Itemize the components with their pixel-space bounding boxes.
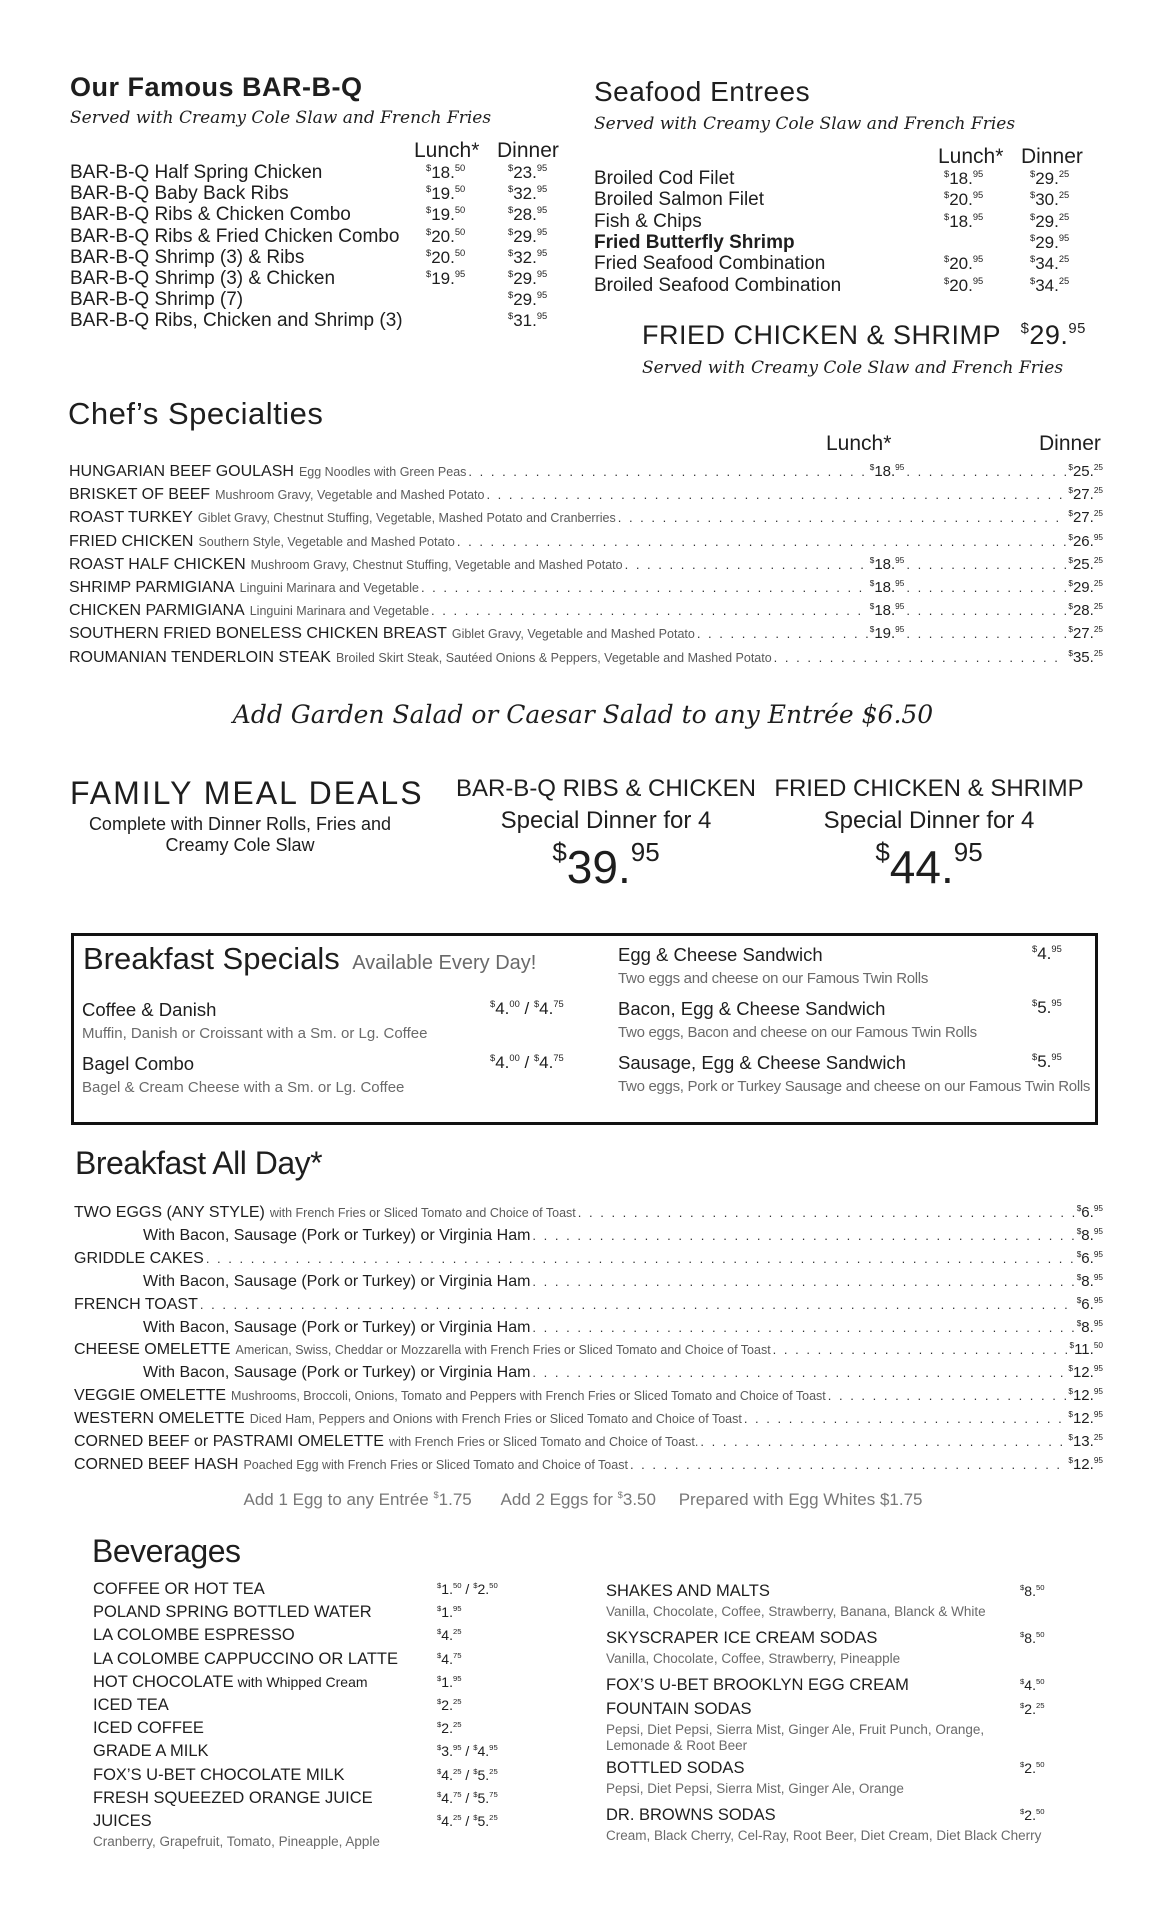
chefs-item-lunch: $19.95 (869, 625, 905, 643)
breakfast-item-name: GRIDDLE CAKES (74, 1249, 204, 1267)
bs-item-desc: Two eggs and cheese on our Famous Twin Rolls (618, 970, 929, 987)
seafood-dinner-header: Dinner (1021, 145, 1083, 168)
chefs-item-dinner: $25.25 (1068, 463, 1103, 480)
breakfast-item-name: FRENCH TOAST (74, 1295, 198, 1313)
breakfast-item (74, 1204, 1103, 1224)
breakfast-item-name: VEGGIE OMELETTE (74, 1387, 227, 1405)
breakfast-footer-1: Add 1 Egg to any Entrée $1.75 (243, 1490, 472, 1509)
chefs-item-desc: Linguini Marinara and Vegetable (249, 604, 430, 619)
chefs-item-name: BRISKET OF BEEF (69, 486, 211, 504)
beverage-price: $2.25 (437, 1697, 462, 1713)
chefs-item-desc: Broiled Skirt Steak, Sautéed Onions & Peppers, Vegetable and Mashed Potato (335, 650, 772, 665)
chefs-item (69, 509, 1103, 529)
chefs-item (69, 625, 1103, 645)
beverage-name: FOX’S U-BET BROOKLYN EGG CREAM (606, 1676, 909, 1694)
breakfast-item (143, 1319, 1103, 1339)
dot-leader (773, 1342, 1068, 1357)
bbq-item-name: BAR-B-Q Shrimp (3) & Ribs (70, 246, 305, 268)
breakfast-item (74, 1341, 1103, 1361)
breakfast-footer-2: Add 2 Eggs for $3.50 (500, 1490, 656, 1509)
deal1-subtitle: Special Dinner for 4 (500, 807, 712, 834)
breakfast-item-name: CORNED BEEF HASH (74, 1455, 239, 1473)
breakfast-item (74, 1387, 1103, 1407)
breakfast-specials-box (71, 933, 1098, 1125)
dot-leader (906, 557, 1066, 572)
bs-item-price: $5.95 (1032, 998, 1062, 1017)
dot-leader (486, 487, 1066, 502)
breakfast-footer-3: Prepared with Egg Whites $1.75 (678, 1490, 923, 1509)
seafood-item-lunch: $20.95 (944, 275, 984, 295)
breakfast-item-desc: Diced Ham, Peppers and Onions with French Fries or Sliced Tomato and Choice of Toast (249, 1412, 742, 1427)
beverages-title: Beverages (92, 1533, 241, 1569)
bbq-item-lunch: $19.50 (426, 205, 466, 225)
dot-leader (906, 626, 1066, 641)
beverage-name: COFFEE OR HOT TEA (93, 1580, 265, 1598)
dot-leader (697, 626, 868, 641)
dot-leader (200, 1297, 1075, 1312)
beverage-price: $1.95 (437, 1673, 462, 1690)
chefs-item-desc: Mushroom Gravy, Chestnut Stuffing, Vegetable and Mashed Potato (250, 557, 623, 572)
breakfast-item-desc: American, Swiss, Cheddar or Mozzarella with French Fries or Sliced Tomato and Choice of Toast (235, 1343, 771, 1358)
dot-leader (532, 1365, 1066, 1380)
seafood-item-name: Fried Seafood Combination (594, 253, 826, 275)
deal-fried-chicken-shrimp (774, 775, 1084, 894)
seafood-item-lunch: $18.95 (944, 169, 984, 188)
beverage-price: $2.25 (1020, 1701, 1045, 1717)
seafood-item-dinner: $29.95 (1030, 232, 1070, 252)
beverage-price: $4.50 (1020, 1677, 1045, 1693)
bs-item-desc: Two eggs, Pork or Turkey Sausage and cheese on our Famous Twin Rolls (618, 1078, 1091, 1095)
beverage-name: FOX’S U-BET CHOCOLATE MILK (93, 1765, 345, 1784)
salad-note: Add Garden Salad or Caesar Salad to any Entrée $6.50 (232, 700, 934, 729)
seafood-item-lunch: $18.95 (944, 211, 984, 231)
chefs-item-name: ROUMANIAN TENDERLOIN STEAK (69, 648, 331, 666)
bbq-item-lunch: $19.95 (426, 269, 466, 288)
bbq-item-name: BAR-B-Q Baby Back Ribs (70, 183, 289, 205)
deal1-price: $39.95 (552, 837, 660, 893)
seafood-item-name: Broiled Seafood Combination (594, 274, 842, 296)
beverage-name: SHAKES AND MALTS (606, 1582, 770, 1600)
beverage-name: ICED TEA (93, 1696, 169, 1714)
breakfast-item-price: $8.95 (1076, 1272, 1103, 1290)
bbq-dinner-header: Dinner (497, 139, 559, 162)
deal2-price: $44.95 (875, 837, 983, 893)
seafood-item-dinner: $29.25 (1030, 211, 1070, 231)
beverage-name: GRADE A MILK (93, 1742, 209, 1761)
dot-leader (906, 603, 1066, 618)
breakfast-item (143, 1227, 1103, 1247)
chefs-item-lunch: $18.95 (869, 602, 905, 620)
chefs-item-desc: Linguini Marinara and Vegetable (239, 581, 419, 595)
bbq-title: Our Famous BAR-B-Q (70, 72, 363, 102)
beverage-price: $4.25 / $5.25 (437, 1766, 498, 1783)
chefs-item-dinner: $25.25 (1068, 555, 1103, 573)
deal2-title: FRIED CHICKEN & SHRIMP (774, 775, 1084, 802)
beverage-desc: Vanilla, Chocolate, Coffee, Strawberry, Pineapple (606, 1651, 901, 1666)
bs-item-name: Bacon, Egg & Cheese Sandwich (618, 998, 886, 1019)
bs-item-desc: Muffin, Danish or Croissant with a Sm. or Lg. Coffee (82, 1025, 428, 1042)
seafood-item-dinner: $29.25 (1030, 169, 1070, 188)
bbq-item-dinner: $28.95 (508, 205, 548, 225)
chefs-item-dinner: $26.95 (1068, 532, 1103, 550)
chefs-dinner-header: Dinner (1039, 432, 1101, 455)
beverage-price: $2.50 (1020, 1760, 1045, 1776)
beverage-extra: with Whipped Cream (237, 1673, 368, 1690)
chefs-item-desc: Egg Noodles with Green Peas (298, 465, 467, 479)
family-subtitle-2: Creamy Cole Slaw (165, 835, 315, 855)
dot-leader (618, 510, 1067, 525)
dot-leader (630, 1457, 1066, 1472)
dot-leader (906, 464, 1066, 479)
bs-item-price: $4.95 (1032, 944, 1062, 963)
bbq-item-name: BAR-B-Q Shrimp (3) & Chicken (70, 268, 336, 289)
bbq-lunch-header: Lunch* (414, 139, 480, 162)
family-subtitle-1: Complete with Dinner Rolls, Fries and (88, 814, 392, 834)
beverage-price: $4.75 / $5.75 (437, 1789, 498, 1806)
seafood-item-name: Fish & Chips (594, 210, 702, 232)
chefs-item-name: SOUTHERN FRIED BONELESS CHICKEN BREAST (69, 625, 447, 643)
seafood-lunch-header: Lunch* (938, 145, 1004, 168)
dot-leader (906, 580, 1066, 595)
breakfast-item-name: CORNED BEEF or PASTRAMI OMELETTE (74, 1433, 384, 1450)
breakfast-item-price: $11.50 (1069, 1341, 1103, 1359)
breakfast-item (74, 1456, 1103, 1476)
bs-item-price: $4.00 / $4.75 (490, 1053, 564, 1072)
beverage-desc: Pepsi, Diet Pepsi, Sierra Mist, Ginger Ale, Orange (606, 1781, 904, 1796)
dot-leader (828, 1388, 1067, 1403)
bbq-item-dinner: $32.95 (508, 184, 548, 204)
beverage-price: $3.95 / $4.95 (437, 1743, 498, 1760)
breakfast-item (143, 1273, 1103, 1293)
bs-item-name: Coffee & Danish (82, 999, 217, 1020)
deal-bbq-ribs-chicken (446, 775, 766, 894)
dot-leader (421, 580, 868, 595)
beverage-name: FOUNTAIN SODAS (606, 1700, 752, 1718)
chefs-item-name: FRIED CHICKEN (69, 532, 194, 550)
bbq-item-dinner: $29.95 (508, 269, 548, 288)
bbq-item-name: BAR-B-Q Ribs & Fried Chicken Combo (70, 225, 400, 247)
chefs-item (69, 579, 1103, 599)
beverage-price: $2.25 (437, 1720, 462, 1737)
chefs-item-dinner: $27.25 (1068, 486, 1103, 504)
beverage-price: $1.95 (437, 1604, 462, 1621)
chefs-item-desc: Giblet Gravy, Vegetable and Mashed Potato (451, 627, 695, 642)
breakfast-specials-tagline: Available Every Day! (352, 952, 537, 974)
dot-leader (578, 1205, 1075, 1220)
bs-item-name: Bagel Combo (82, 1053, 195, 1074)
bbq-item-lunch: $19.50 (426, 184, 466, 204)
breakfast-item (74, 1296, 1103, 1316)
beverage-desc: Vanilla, Chocolate, Coffee, Strawberry, Banana, Blanck & White (606, 1604, 986, 1619)
bs-item-desc: Bagel & Cream Cheese with a Sm. or Lg. Coffee (82, 1079, 405, 1096)
breakfast-item-desc: with French Fries or Sliced Tomato and Choice of Toast (269, 1206, 576, 1220)
breakfast-item-price: $8.95 (1076, 1226, 1103, 1244)
beverage-desc: Cranberry, Grapefruit, Tomato, Pineapple, Apple (93, 1834, 380, 1849)
breakfast-item-name: With Bacon, Sausage (Pork or Turkey) or Virginia Ham (143, 1226, 531, 1244)
bbq-subtitle: Served with Creamy Cole Slaw and French Fries (70, 108, 492, 128)
chefs-item (69, 463, 1103, 483)
chefs-title: Chef’s Specialties (68, 396, 324, 431)
chefs-item-dinner: $35.25 (1068, 648, 1103, 666)
beverage-price: $4.75 (437, 1650, 462, 1667)
breakfast-item-desc: Poached Egg with French Fries or Sliced Tomato and Choice of Toast (243, 1457, 628, 1472)
chefs-item (69, 486, 1103, 506)
breakfast-item-name: WESTERN OMELETTE (74, 1410, 245, 1428)
fcs-title: FRIED CHICKEN & SHRIMP (642, 320, 1001, 350)
breakfast-item (74, 1410, 1103, 1430)
beverage-name: DR. BROWNS SODAS (606, 1806, 776, 1824)
breakfast-footer (0, 1490, 1166, 1510)
seafood-item-dinner: $30.25 (1030, 190, 1070, 210)
bbq-item-name: BAR-B-Q Shrimp (7) (70, 289, 244, 311)
breakfast-specials-header (83, 941, 536, 977)
breakfast-item (74, 1433, 1103, 1453)
breakfast-item (143, 1364, 1103, 1384)
bbq-item-name: BAR-B-Q Ribs, Chicken and Shrimp (3) (70, 310, 403, 332)
beverage-price: $4.25 (437, 1627, 462, 1644)
chefs-lunch-header: Lunch* (826, 432, 892, 455)
bbq-item-lunch: $20.50 (426, 247, 466, 267)
breakfast-all-day-title: Breakfast All Day* (75, 1145, 323, 1181)
beverage-price: $8.50 (1020, 1583, 1045, 1599)
breakfast-item-price: $12.95 (1068, 1410, 1103, 1428)
beverage-desc: Pepsi, Diet Pepsi, Sierra Mist, Ginger Ale, Fruit Punch, Orange, (606, 1722, 985, 1737)
breakfast-item-price: $12.95 (1068, 1455, 1103, 1473)
beverage-desc: Cream, Black Cherry, Cel-Ray, Root Beer, Diet Cream, Diet Black Cherry (606, 1828, 1042, 1843)
beverage-name: ICED COFFEE (93, 1719, 204, 1738)
chefs-item-dinner: $27.25 (1068, 625, 1103, 643)
breakfast-item-desc: with French Fries or Sliced Tomato and Choice of Toast. (388, 1435, 699, 1449)
beverage-name: JUICES (93, 1812, 152, 1830)
beverage-price: $1.50 / $2.50 (437, 1581, 498, 1597)
chefs-item (69, 556, 1103, 576)
dot-leader (532, 1274, 1074, 1289)
breakfast-item-price: $13.25 (1068, 1433, 1103, 1450)
seafood-item-dinner: $34.25 (1030, 275, 1070, 295)
beverage-name: HOT CHOCOLATE with Whipped Cream (93, 1672, 368, 1691)
bs-item-name: Egg & Cheese Sandwich (618, 944, 823, 965)
breakfast-specials-title: Breakfast Specials (83, 941, 340, 976)
family-deals (70, 775, 424, 856)
chefs-item-dinner: $28.25 (1068, 602, 1103, 620)
breakfast-item-desc: Mushrooms, Broccoli, Onions, Tomato and Peppers with French Fries or Sliced Tomato and Choice of Toast (231, 1389, 826, 1404)
dot-leader (774, 650, 1067, 665)
chefs-item-dinner: $27.25 (1068, 509, 1103, 527)
beverage-name: POLAND SPRING BOTTLED WATER (93, 1603, 372, 1622)
chefs-item-name: ROAST TURKEY (69, 509, 193, 527)
breakfast-item-name: CHEESE OMELETTE (74, 1341, 231, 1359)
breakfast-item-price: $6.95 (1076, 1204, 1103, 1221)
dot-leader (625, 557, 868, 572)
breakfast-item-name: With Bacon, Sausage (Pork or Turkey) or Virginia Ham (143, 1364, 531, 1382)
bbq-item-dinner: $23.95 (508, 163, 548, 182)
deal1-title: BAR-B-Q RIBS & CHICKEN (455, 775, 757, 802)
seafood-subtitle: Served with Creamy Cole Slaw and French Fries (594, 114, 1016, 134)
chefs-item-lunch: $18.95 (869, 555, 905, 573)
seafood-title: Seafood Entrees (594, 76, 811, 107)
beverage-name: LA COLOMBE CAPPUCCINO OR LATTE (93, 1649, 399, 1668)
bbq-item-name: BAR-B-Q Half Spring Chicken (70, 162, 323, 183)
bbq-item-dinner: $29.95 (508, 290, 548, 310)
beverage-name: SKYSCRAPER ICE CREAM SODAS (606, 1629, 878, 1647)
breakfast-item-price: $6.95 (1076, 1249, 1103, 1267)
chefs-item (69, 602, 1103, 622)
seafood-item-name: Broiled Cod Filet (594, 168, 735, 189)
breakfast-item-name: With Bacon, Sausage (Pork or Turkey) or Virginia Ham (143, 1272, 531, 1290)
beverage-price: $2.50 (1020, 1807, 1045, 1823)
beverage-price: $8.50 (1020, 1630, 1045, 1646)
seafood-item-lunch: $20.95 (944, 190, 984, 210)
beverage-name: FRESH SQUEEZED ORANGE JUICE (93, 1788, 373, 1807)
chefs-item (69, 649, 1103, 669)
chefs-item-name: HUNGARIAN BEEF GOULASH (69, 463, 294, 480)
deal2-subtitle: Special Dinner for 4 (823, 807, 1035, 834)
fried-chicken-shrimp (642, 320, 1086, 351)
beverage-name: LA COLOMBE ESPRESSO (93, 1626, 295, 1645)
dot-leader (468, 464, 867, 479)
bbq-item-name: BAR-B-Q Ribs & Chicken Combo (70, 204, 351, 226)
beverage-name: BOTTLED SODAS (606, 1759, 745, 1777)
chefs-item-desc: Giblet Gravy, Chestnut Stuffing, Vegetable, Mashed Potato and Cranberries (197, 511, 616, 526)
seafood-item-name: Fried Butterfly Shrimp (594, 231, 795, 253)
bbq-item-lunch: $18.50 (426, 163, 466, 182)
bs-item-price: $4.00 / $4.75 (490, 999, 564, 1018)
chefs-item (69, 533, 1103, 553)
beverage-price: $4.25 / $5.25 (437, 1813, 498, 1829)
family-title: FAMILY MEAL DEALS (70, 775, 424, 811)
bs-item-price: $5.95 (1032, 1052, 1062, 1071)
chefs-item-desc: Mushroom Gravy, Vegetable and Mashed Potato (215, 488, 485, 503)
chefs-item-name: CHICKEN PARMIGIANA (69, 602, 245, 620)
breakfast-item-price: $12.95 (1068, 1364, 1103, 1382)
bs-item-desc: Two eggs, Bacon and cheese on our Famous Twin Rolls (618, 1024, 977, 1041)
breakfast-item-name: TWO EGGS (ANY STYLE) (74, 1204, 265, 1221)
seafood-item-lunch: $20.95 (944, 254, 984, 274)
dot-leader (431, 603, 868, 618)
seafood-item-name: Broiled Salmon Filet (594, 189, 765, 211)
dot-leader (700, 1434, 1066, 1449)
seafood-item-dinner: $34.25 (1030, 254, 1070, 274)
breakfast-item (74, 1250, 1103, 1270)
breakfast-item-price: $6.95 (1076, 1295, 1103, 1313)
dot-leader (532, 1228, 1074, 1243)
dot-leader (744, 1411, 1067, 1426)
beverage-desc: Lemonade & Root Beer (606, 1738, 748, 1753)
chefs-item-name: ROAST HALF CHICKEN (69, 555, 246, 573)
dot-leader (457, 534, 1066, 549)
bbq-item-dinner: $32.95 (508, 247, 548, 267)
bbq-item-dinner: $31.95 (508, 311, 548, 331)
breakfast-item-price: $12.95 (1068, 1387, 1103, 1405)
chefs-item-desc: Southern Style, Vegetable and Mashed Potato (198, 534, 455, 549)
chefs-item-name: SHRIMP PARMIGIANA (69, 579, 235, 596)
breakfast-item-price: $8.95 (1076, 1318, 1103, 1336)
chefs-item-lunch: $18.95 (869, 463, 905, 480)
chefs-item-lunch: $18.95 (869, 579, 905, 596)
fcs-price: $29.95 (1020, 320, 1086, 350)
fcs-subtitle: Served with Creamy Cole Slaw and French Fries (642, 358, 1064, 378)
breakfast-item-name: With Bacon, Sausage (Pork or Turkey) or Virginia Ham (143, 1318, 531, 1336)
chefs-item-dinner: $29.25 (1068, 579, 1103, 596)
bbq-item-dinner: $29.95 (508, 226, 548, 246)
dot-leader (532, 1320, 1074, 1335)
bs-item-name: Sausage, Egg & Cheese Sandwich (618, 1052, 906, 1073)
dot-leader (206, 1251, 1075, 1266)
bbq-item-lunch: $20.50 (426, 226, 466, 246)
